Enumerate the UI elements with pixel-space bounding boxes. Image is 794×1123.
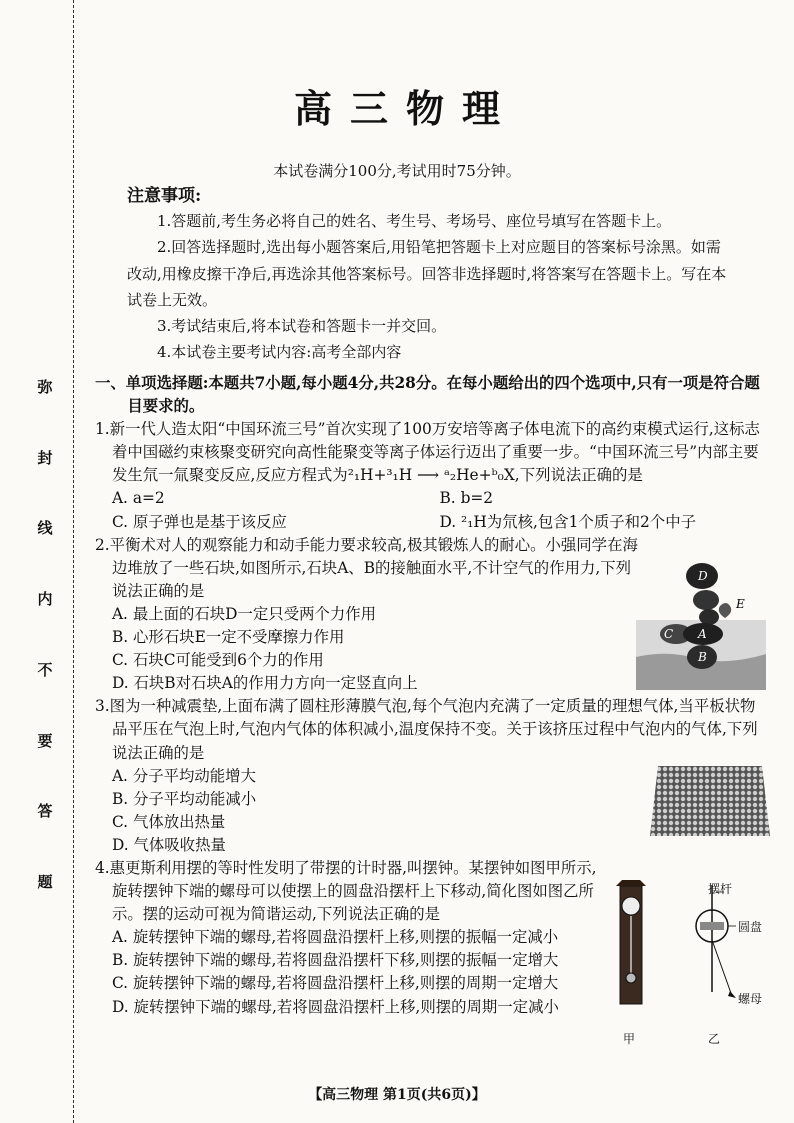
option: B. 心形石块E一定不受摩擦力作用 <box>111 628 345 647</box>
page-title: 高三物理 <box>293 86 518 131</box>
binding-warning <box>34 380 56 890</box>
option: B. 旋转摆钟下端的螺母,若将圆盘沿摆杆下移,则摆的振幅一定增大 <box>111 951 559 970</box>
notice-item: 1.答题前,考生务必将自己的姓名、考生号、考场号、座位号填写在答题卡上。 <box>157 212 672 230</box>
notice-item: 2.回答选择题时,选出每小题答案后,用铅笔把答题卡上对应题目的答案标号涂黑。如需改动,用橡皮擦干净后,再选涂其他答案标号。回答非选择题时,将答案写在答题卡上。写在本试卷上无效。 <box>127 238 727 309</box>
exam-info: 本试卷满分100分,考试用时75分钟。 <box>273 162 521 180</box>
option: A. 最上面的石块D一定只受两个力作用 <box>111 604 377 623</box>
label-e: E <box>736 597 745 611</box>
option: D. ²₁H为氘核,包含1个质子和2个中子 <box>439 512 696 531</box>
option: C. 石块C可能受到6个力的作用 <box>111 651 324 670</box>
q1-stem-tail: ,下列说法正确的是 <box>514 466 643 485</box>
option: A. a=2 <box>111 489 165 508</box>
option: C. 旋转摆钟下端的螺母,若将圆盘沿摆杆上移,则摆的周期一定增大 <box>111 974 559 993</box>
option: C. 气体放出热量 <box>111 812 226 831</box>
label-fig-a: 甲 <box>623 1032 636 1046</box>
q1-options-row <box>95 511 767 534</box>
page-footer: 【高三物理 第1页(共6页)】 <box>308 1087 486 1103</box>
label-disk: 圆盘 <box>738 920 763 934</box>
notice-block <box>127 208 727 366</box>
option: A. 分子平均动能增大 <box>111 766 256 785</box>
option: D. 旋转摆钟下端的螺母,若将圆盘沿摆杆上移,则摆的周期一定减小 <box>111 997 559 1016</box>
label-a: A <box>698 627 707 641</box>
margin-char: 封 <box>37 448 53 467</box>
option: B. 分子平均动能减小 <box>111 789 257 808</box>
margin-char: 答 <box>37 802 53 821</box>
margin-char: 线 <box>37 519 53 538</box>
question-1 <box>95 418 767 487</box>
margin-char: 题 <box>37 872 53 891</box>
q1-stem: 1.新一代人造太阳“中国环流三号”首次实现了100万安培等离子体电流下的高约束模式运行,这标志着中国磁约束核聚变研究向高性能聚变等离子体运行迈出了重要一步。“中国环流三号”内部主要发生氘一氚聚变反应,反应方程式为 <box>95 420 760 485</box>
notice-item: 3.考试结束后,将本试卷和答题卡一并交回。 <box>157 317 447 336</box>
bubble-pad-figure <box>650 766 770 836</box>
question-2: 2.平衡术对人的观察能力和动手能力要求较高,极其锻炼人的耐心。小强同学在海边堆放了一些石块,如图所示,石块A、B的接触面水平,不计空气的作用力,下列说法正确的是 <box>95 535 638 600</box>
margin-char: 弥 <box>37 378 53 396</box>
label-fig-b: 乙 <box>708 1032 721 1046</box>
notice-item: 4.本试卷主要考试内容:高考全部内容 <box>157 343 402 362</box>
question-3: 3.图为一种减震垫,上面布满了圆柱形薄膜气泡,每个气泡内充满了一定质量的理想气体,当平板状物品平压在气泡上时,气泡内气体的体积减小,温度保持不变。关于该挤压过程中气泡内的气体,下列说法正确的是 <box>95 697 758 762</box>
option: B. b=2 <box>439 489 494 508</box>
q1-options-row <box>95 487 767 510</box>
option: D. 气体吸收热量 <box>111 835 226 854</box>
section-heading: 一、单项选择题:本题共7小题,每小题4分,共28分。在每小题给出的四个选项中,只有一项是符合题目要求的。 <box>95 374 760 416</box>
label-d: D <box>698 569 708 583</box>
margin-char: 不 <box>37 660 53 679</box>
notice-heading: 注意事项: <box>127 186 202 206</box>
option: C. 原子弹也是基于该反应 <box>111 512 287 531</box>
option: D. 石块B对石块A的作用力方向一定竖直向上 <box>111 674 418 693</box>
label-rod: 摆杆 <box>708 882 733 896</box>
margin-char: 内 <box>37 590 53 609</box>
option: A. 旋转摆钟下端的螺母,若将圆盘沿摆杆上移,则摆的振幅一定减小 <box>111 928 559 947</box>
label-b: B <box>698 650 707 664</box>
margin-char: 要 <box>37 731 53 750</box>
stone-stack-figure <box>636 562 766 690</box>
q1-equation: ²₁H+³₁H ⟶ ᵃ₂He+ᵇ₀X <box>347 466 515 485</box>
question-4: 4.惠更斯利用摆的等时性发明了带摆的计时器,叫摆钟。某摆钟如图甲所示,旋转摆钟下端的螺母可以使摆上的圆盘沿摆杆上下移动,简化图如图乙所示。摆的运动可视为简谐运动,下列说法正确的是 <box>95 858 597 924</box>
label-c: C <box>664 627 674 641</box>
label-nut: 螺母 <box>738 992 763 1006</box>
